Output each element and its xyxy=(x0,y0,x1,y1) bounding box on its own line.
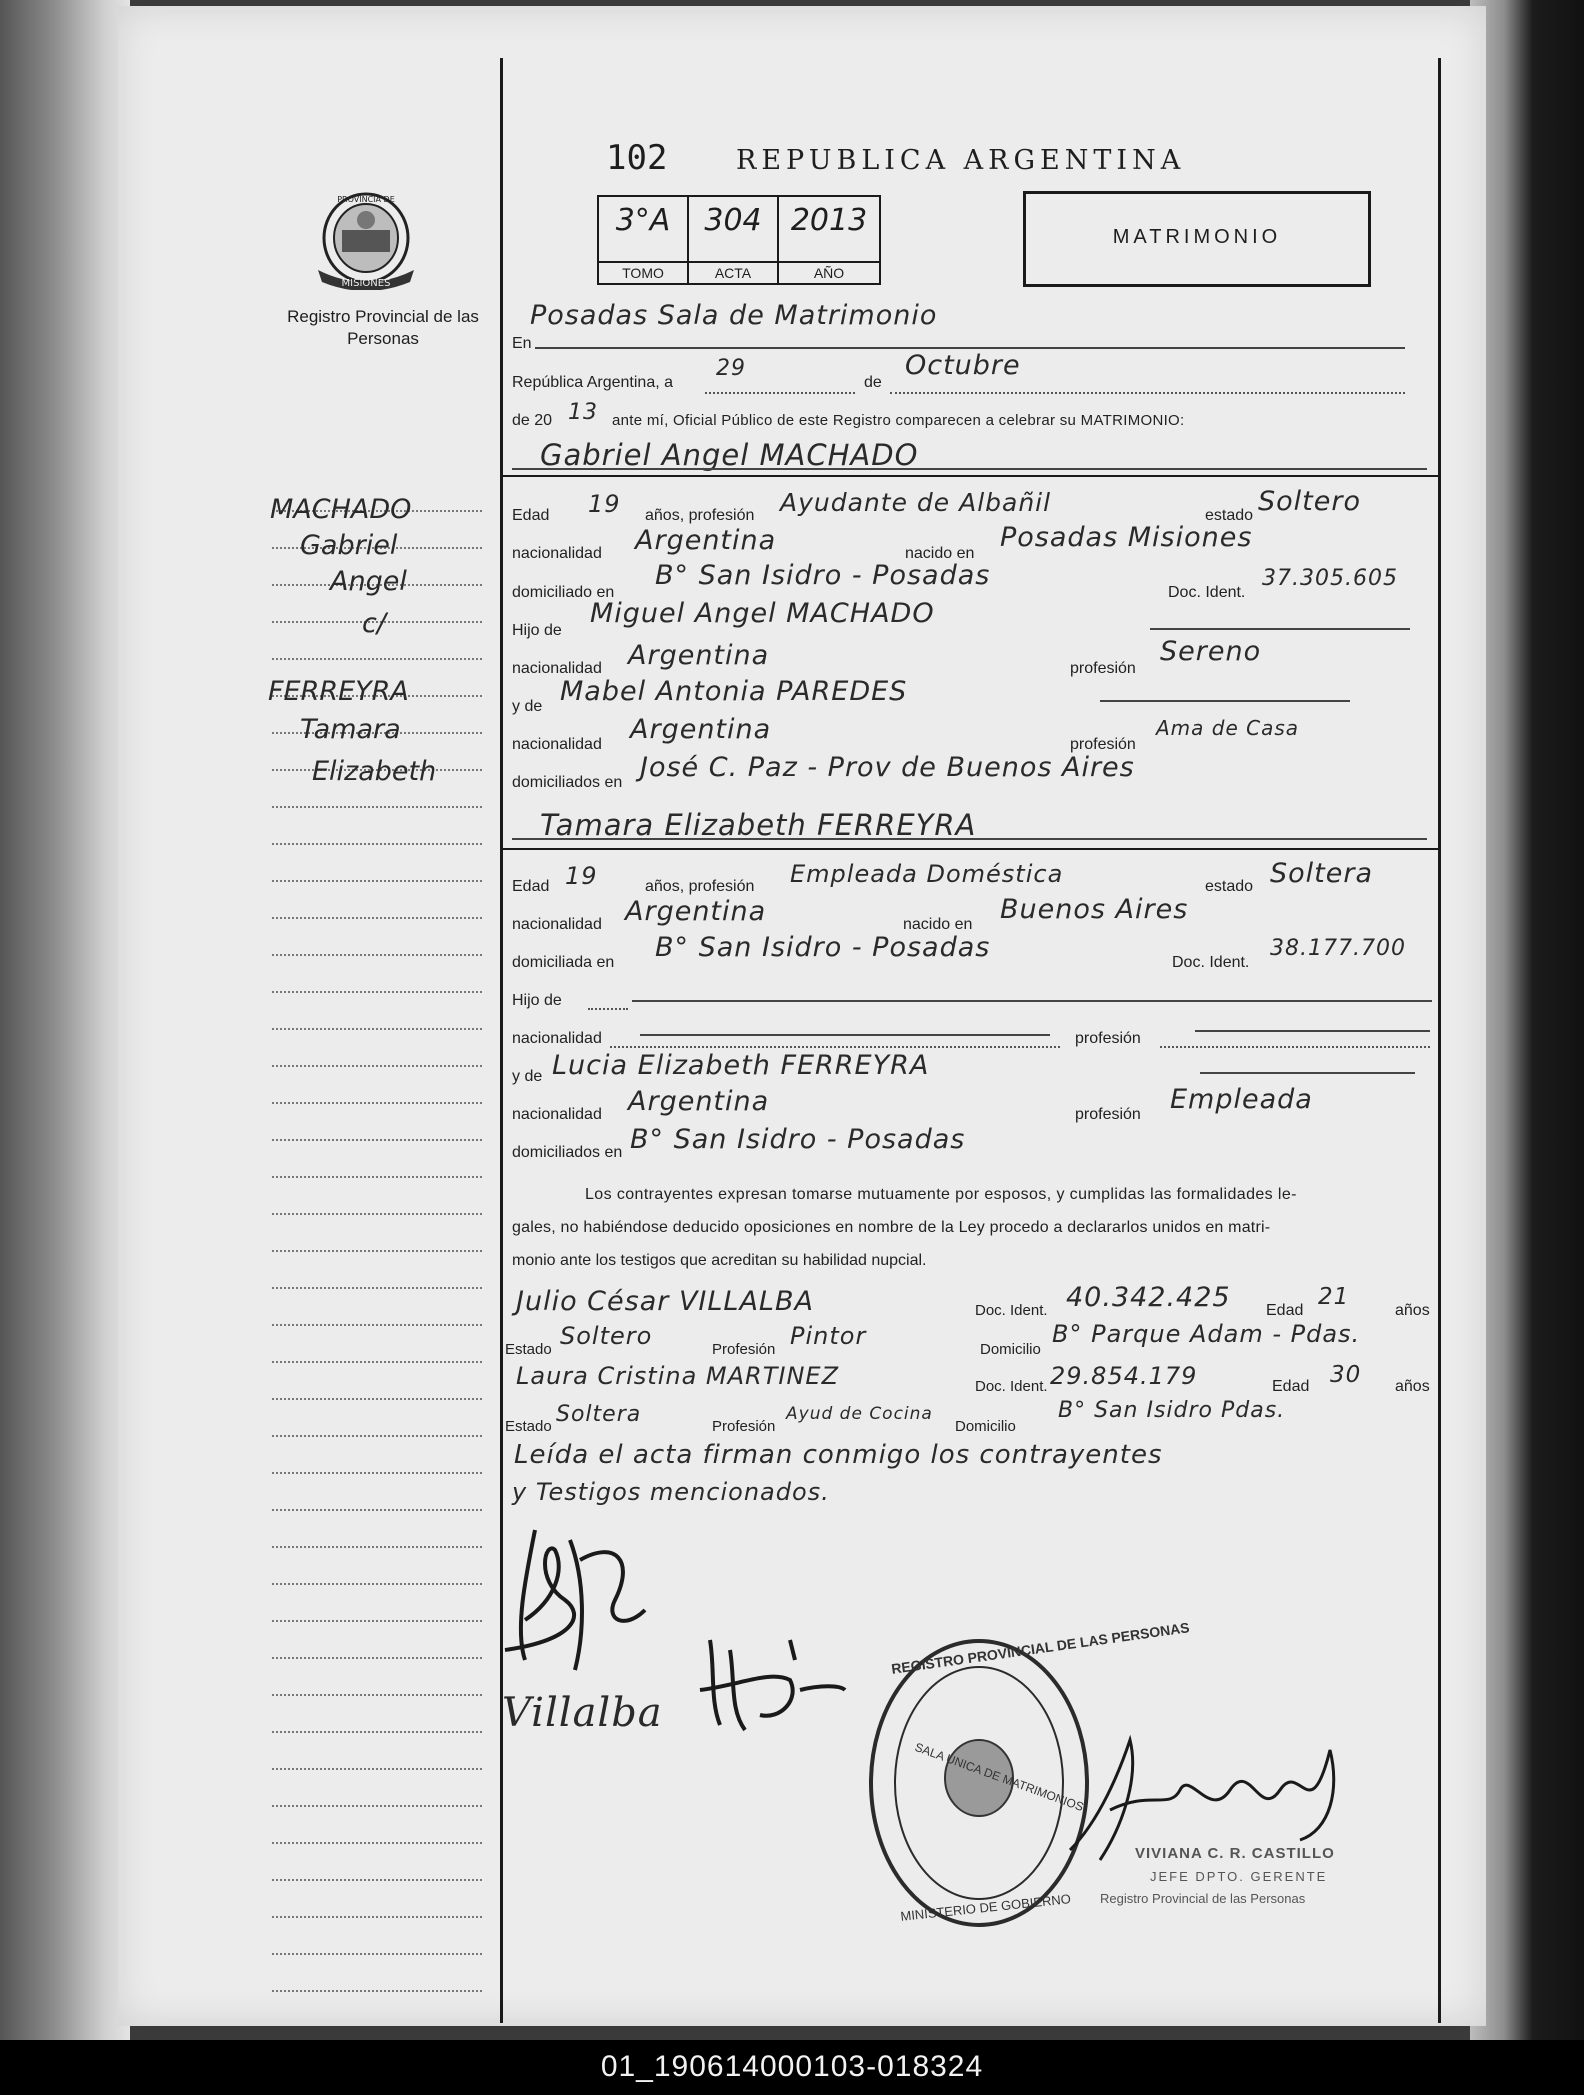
witness2-profession: Ayud de Cocina xyxy=(786,1404,933,1424)
groom-yde-label: y de xyxy=(512,698,543,715)
margin-note-line4: c/ xyxy=(362,608,386,639)
bride-estado: Soltera xyxy=(1270,858,1374,889)
acta-value: 304 xyxy=(704,203,762,238)
registry-label: Registro Provincial de las Personas xyxy=(287,307,479,348)
bride-mother-profession: Empleada xyxy=(1170,1084,1313,1115)
witness2-profesion-label: Profesión xyxy=(712,1418,776,1435)
witness2-domicilio-label: Domicilio xyxy=(955,1418,1016,1435)
book-right-edge xyxy=(1470,0,1584,2040)
bride-full-name: Tamara Elizabeth FERREYRA xyxy=(540,808,977,842)
witness1-age: 21 xyxy=(1318,1284,1350,1310)
anio-label: AÑO xyxy=(779,261,879,281)
bride-domiciliada-label: domiciliada en xyxy=(512,954,615,971)
margin-ruled-line xyxy=(272,1361,482,1363)
groom-anios-profesion-label: años, profesión xyxy=(645,507,755,524)
declaration-line3: monio ante los testigos que acreditan su habilidad nupcial. xyxy=(512,1252,927,1269)
bride-estado-label: estado xyxy=(1205,878,1254,895)
groom-edad-label: Edad xyxy=(512,507,550,524)
tomo-label: TOMO xyxy=(599,261,687,281)
witness2-age: 30 xyxy=(1330,1362,1362,1388)
witness2-name: Laura Cristina MARTINEZ xyxy=(516,1362,840,1390)
margin-ruled-line xyxy=(272,1768,482,1770)
witness1-doc-label: Doc. Ident. xyxy=(975,1302,1048,1319)
witness-signature-villalba: Villalba xyxy=(502,1690,663,1736)
witness2-doc-label: Doc. Ident. xyxy=(975,1378,1048,1395)
groom-signature-icon xyxy=(495,1520,685,1680)
margin-ruled-line xyxy=(272,1953,482,1955)
margin-ruled-line xyxy=(272,1990,482,1992)
witness1-name: Julio César VILLALBA xyxy=(516,1286,814,1317)
groom-estado-label: estado xyxy=(1205,507,1254,524)
groom-mother-nationality: Argentina xyxy=(630,714,772,745)
day-dots xyxy=(705,392,855,394)
tomo-value: 3°A xyxy=(615,203,671,238)
republic-title: REPUBLICA ARGENTINA xyxy=(736,145,1186,176)
groom-domicile: B° San Isidro - Posadas xyxy=(655,560,991,591)
witness2-domicile: B° San Isidro Pdas. xyxy=(1058,1398,1286,1423)
bride-father-nationality-line xyxy=(640,1034,1050,1036)
margin-ruled-line xyxy=(272,1176,482,1178)
margin-ruled-line xyxy=(272,991,482,993)
groom-birthplace: Posadas Misiones xyxy=(1000,522,1253,553)
bride-domiciliados-label: domiciliados en xyxy=(512,1144,623,1161)
margin-ruled-line xyxy=(272,1583,482,1585)
groom-mother: Mabel Antonia PAREDES xyxy=(560,676,908,707)
groom-mother-profession: Ama de Casa xyxy=(1156,716,1300,740)
witness1-estado-label: Estado xyxy=(505,1341,552,1358)
margin-ruled-line xyxy=(272,1139,482,1141)
act-type-box xyxy=(1023,191,1371,287)
groom-age: 19 xyxy=(588,490,621,518)
month-dots xyxy=(890,392,1405,394)
margin-ruled-line xyxy=(272,1472,482,1474)
margin-ruled-line xyxy=(272,806,482,808)
margin-ruled-line xyxy=(272,1694,482,1696)
witness2-edad-label: Edad xyxy=(1272,1378,1310,1395)
stamp-bottom-text: MINISTERIO DE GOBIERNO xyxy=(899,1891,1072,1924)
witness1-domicilio-label: Domicilio xyxy=(980,1341,1041,1358)
seal-bottom-text: MISIONES xyxy=(341,278,391,289)
bride-profession: Empleada Doméstica xyxy=(790,860,1064,888)
year-suffix: 13 xyxy=(568,400,598,425)
margin-ruled-line xyxy=(272,1213,482,1215)
bride-father-profesion-label: profesión xyxy=(1075,1030,1141,1047)
place-value: Posadas Sala de Matrimonio xyxy=(530,300,938,331)
seal-top-text: PROVINCIA DE xyxy=(337,195,395,204)
page-number: 102 xyxy=(606,138,668,178)
bride-mother: Lucia Elizabeth FERREYRA xyxy=(552,1050,930,1081)
bride-father-underline xyxy=(632,1000,1432,1002)
bride-signature-icon xyxy=(690,1630,850,1740)
margin-note-line6: Tamara xyxy=(300,714,401,745)
witness2-estado: Soltera xyxy=(556,1402,642,1427)
margin-ruled-line xyxy=(272,954,482,956)
stamp-officer-line2: JEFE DPTO. GERENTE xyxy=(1150,1869,1328,1884)
groom-nacido-label: nacido en xyxy=(905,545,975,562)
bride-father-nacionalidad-label: nacionalidad xyxy=(512,1030,602,1047)
groom-name-underline xyxy=(512,468,1427,470)
place-underline xyxy=(535,347,1405,349)
tomo-acta-anio-box xyxy=(597,195,881,285)
margin-note-line1: MACHADO xyxy=(270,494,412,525)
acta-cell xyxy=(689,197,779,283)
groom-domiciliados-label: domiciliados en xyxy=(512,774,623,791)
witness1-edad-label: Edad xyxy=(1266,1302,1304,1319)
margin-note-line7: Elizabeth xyxy=(312,756,437,787)
bride-yde-label: y de xyxy=(512,1068,543,1085)
groom-mother-profesion-label: profesión xyxy=(1070,736,1136,753)
groom-section-rule xyxy=(503,475,1438,477)
margin-ruled-line xyxy=(272,1028,482,1030)
margin-ruled-line xyxy=(272,1546,482,1548)
margin-ruled-line xyxy=(272,1435,482,1437)
groom-hijo-label: Hijo de xyxy=(512,622,562,639)
groom-father-underline xyxy=(1150,628,1410,630)
bride-doc-label: Doc. Ident. xyxy=(1172,954,1250,971)
margin-ruled-line xyxy=(272,1879,482,1881)
anio-cell xyxy=(779,197,879,283)
groom-nationality: Argentina xyxy=(635,525,777,556)
bride-mother-nationality: Argentina xyxy=(628,1086,770,1117)
bride-mother-underline xyxy=(1200,1072,1415,1074)
day-value: 29 xyxy=(716,356,746,381)
witness1-doc: 40.342.425 xyxy=(1066,1282,1231,1313)
margin-ruled-line xyxy=(272,917,482,919)
comparecen-text: ante mí, Oficial Público de este Registro comparecen a celebrar su MATRIMONIO: xyxy=(612,412,1185,429)
margin-ruled-line xyxy=(272,1398,482,1400)
scan-id: 01_190614000103-018324 xyxy=(600,2050,984,2083)
groom-mother-nacionalidad-label: nacionalidad xyxy=(512,736,602,753)
groom-doc: 37.305.605 xyxy=(1262,566,1398,591)
groom-father-nacionalidad-label: nacionalidad xyxy=(512,660,602,677)
bride-section-rule xyxy=(503,848,1438,850)
witness1-profesion-label: Profesión xyxy=(712,1341,776,1358)
groom-domiciliado-label: domiciliado en xyxy=(512,584,615,601)
bride-edad-label: Edad xyxy=(512,878,550,895)
groom-full-name: Gabriel Angel MACHADO xyxy=(540,438,919,472)
book-left-edge xyxy=(0,0,130,2040)
margin-note-line2: Gabriel xyxy=(300,530,398,561)
tomo-cell xyxy=(599,197,689,283)
stamp-officer-line1: VIVIANA C. R. CASTILLO xyxy=(1135,1845,1335,1862)
margin-ruled-line xyxy=(272,1842,482,1844)
groom-profession: Ayudante de Albañil xyxy=(780,488,1052,517)
witness1-anios-label: años xyxy=(1395,1302,1430,1319)
margin-ruled-line xyxy=(272,1805,482,1807)
bride-age: 19 xyxy=(565,862,598,890)
declaration-line2: gales, no habiéndose deducido oposiciones en nombre de la Ley procedo a declararlos unidos en matri- xyxy=(512,1219,1271,1236)
margin-ruled-line xyxy=(272,1102,482,1104)
margin-ruled-line xyxy=(272,1916,482,1918)
groom-father-profesion-label: profesión xyxy=(1070,660,1136,677)
bride-doc: 38.177.700 xyxy=(1270,936,1406,961)
bride-birthplace: Buenos Aires xyxy=(1000,894,1189,925)
month-value: Octubre xyxy=(905,350,1021,381)
margin-ruled-line xyxy=(272,1065,482,1067)
witness1-profession: Pintor xyxy=(790,1322,867,1350)
margin-note-line3: Angel xyxy=(330,566,407,597)
bride-parents-domicile: B° San Isidro - Posadas xyxy=(630,1124,966,1155)
bride-father-nationality-dots xyxy=(610,1046,1060,1048)
witness2-anios-label: años xyxy=(1395,1378,1430,1395)
margin-ruled-line xyxy=(272,1657,482,1659)
bride-nationality: Argentina xyxy=(625,896,767,927)
margin-ruled-line xyxy=(272,1731,482,1733)
bride-domicile: B° San Isidro - Posadas xyxy=(655,932,991,963)
margin-ruled-line xyxy=(272,1324,482,1326)
bride-nacido-label: nacido en xyxy=(903,916,973,933)
bride-name-underline xyxy=(512,838,1427,840)
groom-father: Miguel Angel MACHADO xyxy=(590,598,935,629)
witness2-doc: 29.854.179 xyxy=(1050,1362,1198,1390)
closing-line1: Leída el acta firman conmigo los contrayentes xyxy=(514,1440,1163,1470)
margin-ruled-line xyxy=(272,1620,482,1622)
republica-label: República Argentina, a xyxy=(512,374,673,391)
stamp-text: REGISTRO PROVINCIAL DE LAS PERSONAS xyxy=(890,1619,1191,1677)
groom-nacionalidad-label: nacionalidad xyxy=(512,545,602,562)
bride-anios-profesion-label: años, profesión xyxy=(645,878,755,895)
bride-nacionalidad-label: nacionalidad xyxy=(512,916,602,933)
witness1-domicile: B° Parque Adam - Pdas. xyxy=(1052,1320,1361,1348)
scan-footer xyxy=(0,2040,1584,2095)
closing-line2: y Testigos mencionados. xyxy=(512,1478,830,1506)
bride-mother-profesion-label: profesión xyxy=(1075,1106,1141,1123)
margin-note-line5: FERREYRA xyxy=(268,676,409,707)
acta-label: ACTA xyxy=(689,261,777,281)
year-prefix: de 20 xyxy=(512,412,553,429)
bride-father-profession-dots xyxy=(1160,1046,1430,1048)
de-label: de xyxy=(864,374,882,391)
margin-ruled-line xyxy=(272,1250,482,1252)
groom-father-nationality: Argentina xyxy=(628,640,770,671)
witness2-estado-label: Estado xyxy=(505,1418,552,1435)
right-rule xyxy=(1438,58,1441,2023)
stamp-officer-line3: Registro Provincial de las Personas xyxy=(1100,1891,1306,1906)
act-type: MATRIMONIO xyxy=(1112,226,1282,248)
groom-father-profession: Sereno xyxy=(1160,636,1262,667)
groom-mother-underline xyxy=(1100,700,1350,702)
margin-ruled-line xyxy=(272,843,482,845)
misiones-seal-icon xyxy=(296,190,436,290)
margin-ruled-line xyxy=(272,658,482,660)
bride-hijo-label: Hijo de xyxy=(512,992,562,1009)
stamp-inner-text: SALA UNICA DE MATRIMONIOS xyxy=(912,1739,1086,1815)
bride-mother-nacionalidad-label: nacionalidad xyxy=(512,1106,602,1123)
en-label: En xyxy=(512,335,532,352)
declaration-line1: Los contrayentes expresan tomarse mutuamente por esposos, y cumplidas las formalidades le- xyxy=(585,1186,1297,1203)
bride-father-dots xyxy=(588,1008,628,1010)
groom-doc-label: Doc. Ident. xyxy=(1168,584,1246,601)
margin-ruled-line xyxy=(272,1509,482,1511)
margin-ruled-line xyxy=(272,1287,482,1289)
bride-father-profession-line xyxy=(1195,1030,1430,1032)
groom-parents-domicile: José C. Paz - Prov de Buenos Aires xyxy=(640,752,1135,783)
witness1-estado: Soltero xyxy=(560,1322,653,1350)
margin-ruled-line xyxy=(272,880,482,882)
groom-estado: Soltero xyxy=(1258,486,1361,517)
anio-value: 2013 xyxy=(790,203,868,238)
